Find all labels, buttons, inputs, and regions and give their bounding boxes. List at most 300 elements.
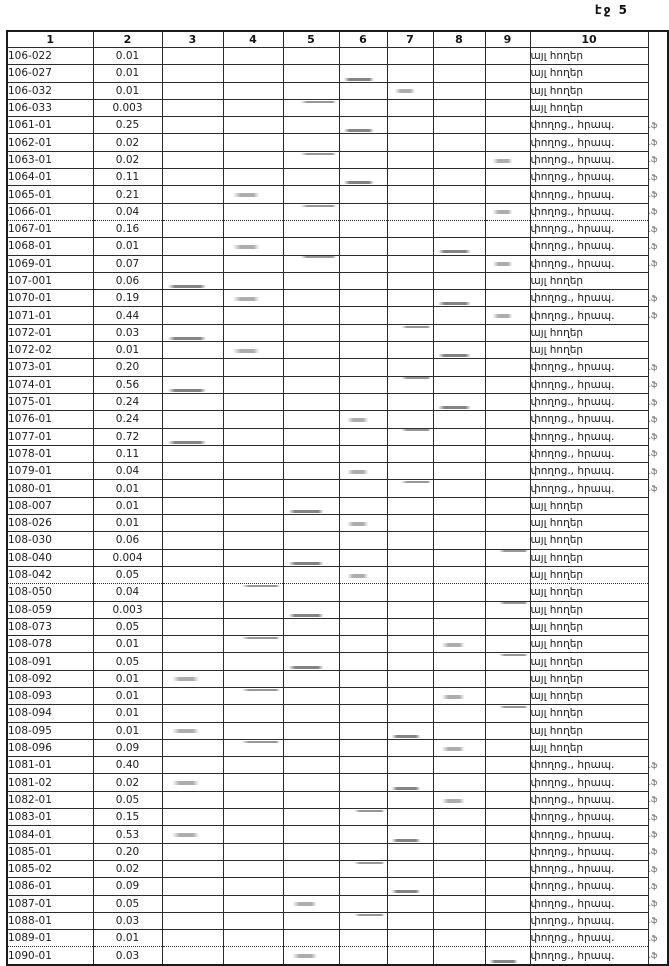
table-row xyxy=(7,636,668,653)
parcel-code: 106-032 xyxy=(7,82,93,99)
area-value: 0.01 xyxy=(93,636,162,653)
land-use-label: փողոց., հրապ. xyxy=(530,307,648,324)
parcel-code: 1079-01 xyxy=(7,463,93,480)
empty-cell xyxy=(339,653,387,670)
empty-cell xyxy=(433,912,485,929)
parcel-code: 1089-01 xyxy=(7,930,93,947)
empty-cell xyxy=(387,757,433,774)
land-use-label: այլ հողեր xyxy=(530,670,648,687)
area-value: 0.01 xyxy=(93,82,162,99)
margin-mark xyxy=(648,687,668,704)
margin-mark: .ֆ xyxy=(648,241,658,251)
land-use-label: այլ հողեր xyxy=(530,272,648,289)
empty-cell xyxy=(283,342,339,359)
land-use-label: այլ հողեր xyxy=(530,705,648,722)
empty-cell xyxy=(485,393,530,410)
parcel-code: 108-094 xyxy=(7,705,93,722)
land-use-label: այլ հողեր xyxy=(530,687,648,704)
empty-cell xyxy=(433,826,485,843)
empty-cell xyxy=(283,566,339,583)
empty-cell xyxy=(485,445,530,462)
empty-cell xyxy=(223,307,283,324)
empty-cell xyxy=(223,82,283,99)
margin-mark: .ֆ xyxy=(648,293,658,303)
empty-cell xyxy=(485,65,530,82)
empty-cell xyxy=(339,186,387,203)
table-row xyxy=(7,515,668,532)
empty-cell xyxy=(433,220,485,237)
empty-cell xyxy=(387,117,433,134)
area-value: 0.02 xyxy=(93,151,162,168)
land-use-label: փողոց., հրապ. xyxy=(530,895,648,912)
parcel-code: 106-022 xyxy=(7,48,93,65)
parcel-code: 1064-01 xyxy=(7,169,93,186)
parcel-code: 1077-01 xyxy=(7,428,93,445)
empty-cell xyxy=(339,722,387,739)
empty-cell xyxy=(162,653,223,670)
margin-mark: .ֆ xyxy=(648,224,658,234)
land-use-label: փողոց., հրապ. xyxy=(530,930,648,947)
empty-cell xyxy=(162,480,223,497)
empty-cell xyxy=(387,186,433,203)
area-value: 0.01 xyxy=(93,687,162,704)
empty-cell xyxy=(485,220,530,237)
empty-cell xyxy=(485,566,530,583)
empty-cell xyxy=(162,757,223,774)
margin-mark: .ֆ xyxy=(648,155,658,165)
empty-cell xyxy=(162,428,223,445)
empty-cell xyxy=(387,342,433,359)
margin-mark xyxy=(648,272,668,289)
area-value: 0.01 xyxy=(93,238,162,255)
parcel-code: 1087-01 xyxy=(7,895,93,912)
empty-cell xyxy=(485,930,530,947)
table-row xyxy=(7,687,668,704)
empty-cell xyxy=(433,618,485,635)
empty-cell xyxy=(387,203,433,220)
empty-cell xyxy=(339,549,387,566)
empty-cell xyxy=(283,826,339,843)
land-use-label: փողոց., հրապ. xyxy=(530,809,648,826)
empty-cell xyxy=(485,463,530,480)
empty-cell xyxy=(223,359,283,376)
area-value: 0.05 xyxy=(93,895,162,912)
empty-cell xyxy=(387,566,433,583)
table-row xyxy=(7,238,668,255)
empty-cell xyxy=(162,601,223,618)
empty-cell xyxy=(283,670,339,687)
empty-cell xyxy=(339,203,387,220)
empty-cell xyxy=(162,912,223,929)
empty-cell xyxy=(339,411,387,428)
area-value: 0.20 xyxy=(93,843,162,860)
empty-cell xyxy=(162,82,223,99)
column-header: 6 xyxy=(339,31,387,48)
empty-cell xyxy=(223,774,283,791)
empty-cell xyxy=(485,826,530,843)
empty-cell xyxy=(485,757,530,774)
parcel-code: 106-033 xyxy=(7,99,93,116)
empty-cell xyxy=(433,809,485,826)
empty-cell xyxy=(223,636,283,653)
empty-cell xyxy=(283,238,339,255)
empty-cell xyxy=(339,895,387,912)
table-row xyxy=(7,324,668,341)
empty-cell xyxy=(387,653,433,670)
area-value: 0.004 xyxy=(93,549,162,566)
parcel-code: 108-040 xyxy=(7,549,93,566)
area-value: 0.53 xyxy=(93,826,162,843)
empty-cell xyxy=(339,515,387,532)
empty-cell xyxy=(223,739,283,756)
area-value: 0.56 xyxy=(93,376,162,393)
parcel-code: 108-007 xyxy=(7,497,93,514)
empty-cell xyxy=(162,930,223,947)
empty-cell xyxy=(339,376,387,393)
area-value: 0.03 xyxy=(93,912,162,929)
margin-mark xyxy=(648,566,668,583)
area-value: 0.05 xyxy=(93,618,162,635)
empty-cell xyxy=(223,65,283,82)
empty-cell xyxy=(283,774,339,791)
empty-cell xyxy=(162,272,223,289)
empty-cell xyxy=(433,705,485,722)
empty-cell xyxy=(283,428,339,445)
table-row xyxy=(7,65,668,82)
margin-mark: .ֆ xyxy=(648,449,658,459)
empty-cell xyxy=(387,272,433,289)
empty-cell xyxy=(339,445,387,462)
empty-cell xyxy=(433,601,485,618)
table-row xyxy=(7,411,668,428)
land-use-label: փողոց., հրապ. xyxy=(530,186,648,203)
table-row xyxy=(7,549,668,566)
area-value: 0.03 xyxy=(93,947,162,965)
parcel-code: 108-059 xyxy=(7,601,93,618)
land-use-label: փողոց., հրապ. xyxy=(530,290,648,307)
land-use-label: փողոց., հրապ. xyxy=(530,757,648,774)
empty-cell xyxy=(433,342,485,359)
area-value: 0.01 xyxy=(93,722,162,739)
empty-cell xyxy=(223,117,283,134)
empty-cell xyxy=(162,670,223,687)
table-row xyxy=(7,480,668,497)
column-header: 1 xyxy=(7,31,93,48)
empty-cell xyxy=(283,82,339,99)
table-row xyxy=(7,463,668,480)
area-value: 0.11 xyxy=(93,169,162,186)
empty-cell xyxy=(339,238,387,255)
empty-cell xyxy=(387,826,433,843)
empty-cell xyxy=(433,203,485,220)
empty-cell xyxy=(283,791,339,808)
table-row xyxy=(7,220,668,237)
empty-cell xyxy=(339,566,387,583)
empty-cell xyxy=(283,739,339,756)
empty-cell xyxy=(283,757,339,774)
table-row xyxy=(7,99,668,116)
empty-cell xyxy=(433,670,485,687)
empty-cell xyxy=(223,860,283,877)
empty-cell xyxy=(162,515,223,532)
table-row xyxy=(7,601,668,618)
empty-cell xyxy=(485,169,530,186)
parcel-code: 108-091 xyxy=(7,653,93,670)
land-use-label: այլ հողեր xyxy=(530,532,648,549)
empty-cell xyxy=(485,151,530,168)
empty-cell xyxy=(485,774,530,791)
empty-cell xyxy=(339,169,387,186)
table-row xyxy=(7,497,668,514)
margin-mark xyxy=(648,739,668,756)
table-row xyxy=(7,722,668,739)
parcel-code: 1083-01 xyxy=(7,809,93,826)
area-value: 0.09 xyxy=(93,739,162,756)
empty-cell xyxy=(223,670,283,687)
empty-cell xyxy=(223,411,283,428)
margin-mark: .ֆ xyxy=(648,864,658,874)
empty-cell xyxy=(223,220,283,237)
empty-cell xyxy=(339,739,387,756)
empty-cell xyxy=(283,515,339,532)
parcel-code: 108-073 xyxy=(7,618,93,635)
empty-cell xyxy=(339,497,387,514)
empty-cell xyxy=(433,376,485,393)
land-use-label: փողոց., հրապ. xyxy=(530,791,648,808)
area-value: 0.72 xyxy=(93,428,162,445)
empty-cell xyxy=(162,722,223,739)
land-use-label: այլ հողեր xyxy=(530,601,648,618)
empty-cell xyxy=(283,203,339,220)
area-value: 0.06 xyxy=(93,272,162,289)
empty-cell xyxy=(433,324,485,341)
empty-cell xyxy=(283,290,339,307)
land-use-label: փողոց., հրապ. xyxy=(530,843,648,860)
land-use-label: այլ հողեր xyxy=(530,636,648,653)
empty-cell xyxy=(283,151,339,168)
empty-cell xyxy=(223,757,283,774)
empty-cell xyxy=(485,722,530,739)
empty-cell xyxy=(485,636,530,653)
empty-cell xyxy=(283,912,339,929)
empty-cell xyxy=(283,722,339,739)
empty-cell xyxy=(485,601,530,618)
empty-cell xyxy=(485,342,530,359)
parcel-code: 108-030 xyxy=(7,532,93,549)
parcel-code: 1082-01 xyxy=(7,791,93,808)
parcel-code: 108-096 xyxy=(7,739,93,756)
empty-cell xyxy=(387,515,433,532)
empty-cell xyxy=(223,134,283,151)
empty-cell xyxy=(485,584,530,601)
empty-cell xyxy=(339,670,387,687)
area-value: 0.01 xyxy=(93,515,162,532)
empty-cell xyxy=(223,428,283,445)
empty-cell xyxy=(387,99,433,116)
empty-cell xyxy=(387,480,433,497)
empty-cell xyxy=(387,670,433,687)
empty-cell xyxy=(433,757,485,774)
table-row xyxy=(7,791,668,808)
empty-cell xyxy=(283,272,339,289)
parcel-code: 108-093 xyxy=(7,687,93,704)
empty-cell xyxy=(283,186,339,203)
table-row xyxy=(7,255,668,272)
empty-cell xyxy=(283,843,339,860)
empty-cell xyxy=(339,272,387,289)
empty-cell xyxy=(223,895,283,912)
empty-cell xyxy=(223,238,283,255)
empty-cell xyxy=(433,255,485,272)
area-value: 0.24 xyxy=(93,411,162,428)
parcel-code: 1085-02 xyxy=(7,860,93,877)
empty-cell xyxy=(387,601,433,618)
empty-cell xyxy=(387,791,433,808)
empty-cell xyxy=(283,480,339,497)
margin-mark xyxy=(648,48,668,65)
empty-cell xyxy=(283,393,339,410)
empty-cell xyxy=(339,843,387,860)
area-value: 0.05 xyxy=(93,791,162,808)
land-use-label: այլ հողեր xyxy=(530,342,648,359)
empty-cell xyxy=(387,463,433,480)
empty-cell xyxy=(283,445,339,462)
land-use-label: այլ հողեր xyxy=(530,515,648,532)
table-row xyxy=(7,359,668,376)
parcel-code: 108-050 xyxy=(7,584,93,601)
empty-cell xyxy=(485,653,530,670)
parcel-code: 1062-01 xyxy=(7,134,93,151)
margin-mark xyxy=(648,705,668,722)
empty-cell xyxy=(339,757,387,774)
empty-cell xyxy=(339,809,387,826)
table-row xyxy=(7,809,668,826)
empty-cell xyxy=(339,134,387,151)
empty-cell xyxy=(223,601,283,618)
empty-cell xyxy=(339,48,387,65)
empty-cell xyxy=(387,843,433,860)
empty-cell xyxy=(339,342,387,359)
empty-cell xyxy=(283,117,339,134)
parcel-code: 1072-01 xyxy=(7,324,93,341)
empty-cell xyxy=(283,584,339,601)
empty-cell xyxy=(223,342,283,359)
parcel-code: 1085-01 xyxy=(7,843,93,860)
table-row xyxy=(7,307,668,324)
empty-cell xyxy=(223,687,283,704)
area-value: 0.04 xyxy=(93,463,162,480)
empty-cell xyxy=(223,324,283,341)
empty-cell xyxy=(387,324,433,341)
empty-cell xyxy=(387,584,433,601)
empty-cell xyxy=(162,809,223,826)
empty-cell xyxy=(223,255,283,272)
margin-mark xyxy=(648,515,668,532)
land-use-label: փողոց., հրապ. xyxy=(530,445,648,462)
empty-cell xyxy=(433,65,485,82)
empty-cell xyxy=(485,480,530,497)
margin-mark: .ֆ xyxy=(648,414,658,424)
empty-cell xyxy=(283,549,339,566)
table-row xyxy=(7,151,668,168)
empty-cell xyxy=(162,791,223,808)
column-header: 7 xyxy=(387,31,433,48)
empty-cell xyxy=(162,895,223,912)
empty-cell xyxy=(485,134,530,151)
empty-cell xyxy=(339,393,387,410)
empty-cell xyxy=(283,169,339,186)
land-use-label: փողոց., հրապ. xyxy=(530,947,648,965)
area-value: 0.11 xyxy=(93,445,162,462)
empty-cell xyxy=(162,359,223,376)
empty-cell xyxy=(283,618,339,635)
empty-cell xyxy=(223,515,283,532)
empty-cell xyxy=(223,272,283,289)
area-value: 0.20 xyxy=(93,359,162,376)
empty-cell xyxy=(223,463,283,480)
empty-cell xyxy=(433,428,485,445)
margin-mark: .ֆ xyxy=(648,484,658,494)
empty-cell xyxy=(339,255,387,272)
margin-mark: .ֆ xyxy=(648,397,658,407)
empty-cell xyxy=(485,912,530,929)
land-use-label: փողոց., հրապ. xyxy=(530,255,648,272)
empty-cell xyxy=(162,878,223,895)
empty-cell xyxy=(485,687,530,704)
empty-cell xyxy=(485,515,530,532)
empty-cell xyxy=(485,549,530,566)
empty-cell xyxy=(433,653,485,670)
empty-cell xyxy=(485,48,530,65)
parcel-code: 108-026 xyxy=(7,515,93,532)
empty-cell xyxy=(339,601,387,618)
land-use-label: փողոց., հրապ. xyxy=(530,411,648,428)
empty-cell xyxy=(283,463,339,480)
empty-cell xyxy=(283,601,339,618)
area-value: 0.01 xyxy=(93,480,162,497)
empty-cell xyxy=(433,117,485,134)
empty-cell xyxy=(162,393,223,410)
empty-cell xyxy=(339,826,387,843)
empty-cell xyxy=(162,566,223,583)
empty-cell xyxy=(162,843,223,860)
empty-cell xyxy=(433,307,485,324)
empty-cell xyxy=(433,930,485,947)
empty-cell xyxy=(387,774,433,791)
table-row xyxy=(7,186,668,203)
table-row xyxy=(7,739,668,756)
empty-cell xyxy=(162,636,223,653)
empty-cell xyxy=(387,895,433,912)
empty-cell xyxy=(223,151,283,168)
empty-cell xyxy=(162,65,223,82)
empty-cell xyxy=(283,134,339,151)
land-use-label: փողոց., հրապ. xyxy=(530,134,648,151)
empty-cell xyxy=(387,912,433,929)
empty-cell xyxy=(433,843,485,860)
margin-mark xyxy=(648,549,668,566)
empty-cell xyxy=(387,411,433,428)
empty-cell xyxy=(162,445,223,462)
area-value: 0.09 xyxy=(93,878,162,895)
parcel-code: 1090-01 xyxy=(7,947,93,965)
parcel-code: 1067-01 xyxy=(7,220,93,237)
table-row xyxy=(7,566,668,583)
empty-cell xyxy=(433,359,485,376)
empty-cell xyxy=(162,186,223,203)
empty-cell xyxy=(433,82,485,99)
empty-cell xyxy=(387,860,433,877)
